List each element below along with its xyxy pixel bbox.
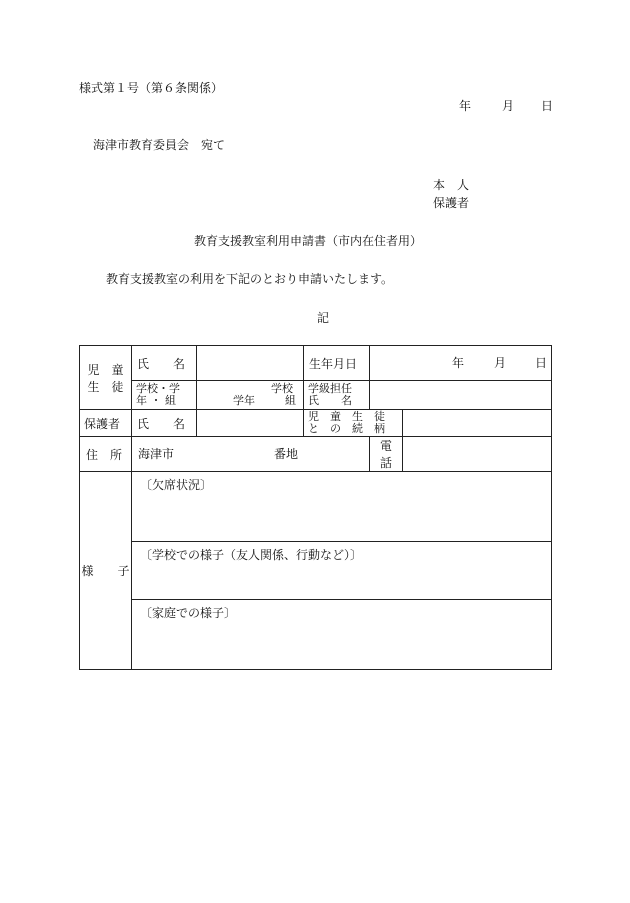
address-city: 海津市 <box>138 447 175 461</box>
relation-label-cell <box>304 410 403 437</box>
condition-label: 様 子 <box>81 564 130 578</box>
teacher-label-line2: 氏 名 <box>308 394 352 407</box>
application-form-table <box>79 345 552 670</box>
child-name-label: 氏 名 <box>137 356 186 371</box>
date-day-label: 日 <box>541 99 554 113</box>
birthdate-label-cell <box>304 346 370 381</box>
intro-text: 教育支援教室の利用を下記のとおり申請いたします。 <box>106 272 394 286</box>
school-label-cell <box>132 381 197 410</box>
birth-day-label: 日 <box>535 356 548 370</box>
birth-month-label: 月 <box>494 356 507 370</box>
address-label-cell <box>80 437 132 472</box>
home-condition-label: 〔家庭での様子〕 <box>140 606 237 620</box>
class-suffix: 組 <box>285 394 296 407</box>
address-banchi: 番地 <box>274 447 299 461</box>
home-condition-section[interactable] <box>132 600 552 670</box>
relation-field[interactable] <box>403 410 552 437</box>
relation-label-line1: 児 童 生 徒 <box>308 410 385 423</box>
phone-field[interactable] <box>403 437 552 472</box>
school-condition-label: 〔学校での様子（友人関係、行動など）〕 <box>140 548 363 562</box>
guardian-label-cell <box>80 410 132 437</box>
guardian-name-label: 氏 名 <box>137 416 186 431</box>
birthdate-field[interactable] <box>370 346 552 381</box>
school-condition-section[interactable] <box>132 542 552 600</box>
child-name-field[interactable] <box>197 346 304 381</box>
teacher-label-line1: 学級担任 <box>308 382 352 395</box>
birthdate-label: 生年月日 <box>309 356 358 371</box>
birth-year-label: 年 <box>452 356 465 370</box>
addressee: 海津市教育委員会 宛て <box>93 138 226 152</box>
phone-label-line2: 話 <box>379 456 392 470</box>
date-year-label: 年 <box>459 99 472 113</box>
form-number: 様式第１号（第６条関係） <box>79 81 224 95</box>
guardian-label: 保護者 <box>84 416 121 431</box>
relation-label-line2: と の 続 柄 <box>308 422 385 435</box>
ki-label: 記 <box>317 311 330 325</box>
guardian-name-label-cell <box>132 410 197 437</box>
condition-label-cell <box>80 472 132 670</box>
applicant-self-label: 本 人 <box>433 178 470 192</box>
school-suffix: 学校 <box>271 382 293 395</box>
school-label-line2: 年 ・ 組 <box>136 394 176 407</box>
teacher-label-cell <box>304 381 370 410</box>
grade-suffix: 学年 <box>233 394 255 407</box>
absence-section[interactable] <box>132 472 552 542</box>
address-field[interactable] <box>132 437 370 472</box>
date-month-label: 月 <box>502 99 515 113</box>
guardian-name-field[interactable] <box>197 410 304 437</box>
document-title: 教育支援教室利用申請書（市内在住者用） <box>194 234 423 248</box>
applicant-guardian-label: 保護者 <box>433 196 470 210</box>
school-grade-class-field[interactable] <box>197 381 304 410</box>
child-label-line1: 児 童 <box>87 362 124 377</box>
absence-label: 〔欠席状況〕 <box>140 478 213 492</box>
address-label: 住 所 <box>86 447 123 462</box>
teacher-name-field[interactable] <box>370 381 552 410</box>
child-name-label-cell <box>132 346 197 381</box>
phone-label-cell <box>370 437 403 472</box>
school-label-line1: 学校・学 <box>136 382 180 395</box>
child-label-line2: 生 徒 <box>87 379 124 394</box>
phone-label-line1: 電 <box>379 439 392 453</box>
child-label-cell <box>80 346 132 410</box>
